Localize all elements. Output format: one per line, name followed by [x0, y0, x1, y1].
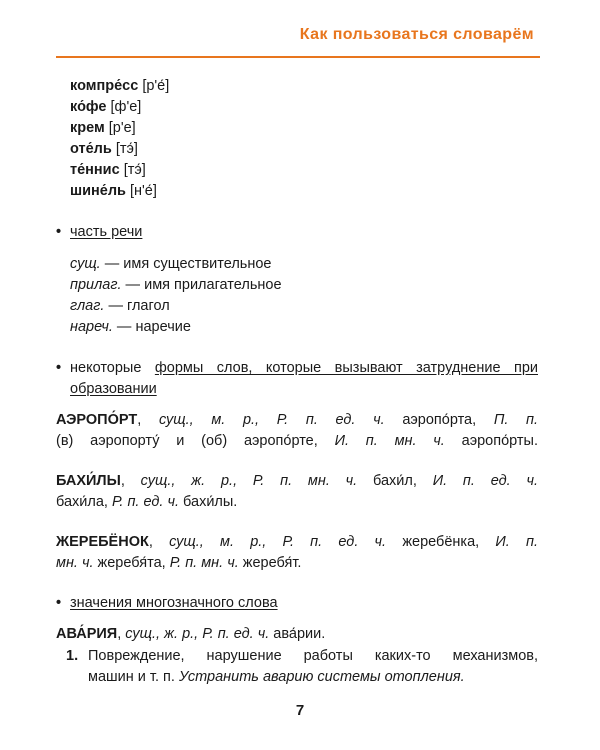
entry-headword: АЭРОПО́РТ	[56, 412, 138, 428]
list-item	[70, 183, 157, 199]
list-item	[70, 277, 282, 293]
entry-grammar: сущ., м. р., Р. п. ед. ч.	[158, 412, 385, 428]
meaning: имя прилагательное	[144, 277, 282, 293]
meaning: наречие	[135, 319, 191, 335]
abbreviation: глаг.	[70, 298, 105, 314]
entry-grammar: Р. п. ед. ч.	[111, 494, 179, 510]
example-pronunciation: [ф'е]	[110, 99, 142, 115]
heading-text: значения многозначного слова	[70, 595, 278, 611]
entry-grammar: И. п. мн. ч.	[334, 433, 445, 449]
entry-grammar: П. п.	[493, 412, 539, 428]
sense-text-line: Повреждение, нарушение работы каких-то механизмов,	[88, 648, 538, 664]
entry-grammar: И. п. ед. ч.	[432, 473, 538, 489]
example-pronunciation: [тэ́]	[123, 162, 146, 178]
example-word: компре́сс	[70, 78, 139, 94]
example-pronunciation: [н'е́]	[129, 183, 157, 199]
entry-line	[56, 433, 538, 449]
entry-form: бахи́л,	[373, 473, 417, 489]
bullet-icon: •	[56, 224, 62, 240]
entry-form: ава́рии.	[273, 626, 326, 642]
section-heading	[70, 360, 538, 376]
list-item	[70, 78, 169, 94]
entry-form: аэропо́рта,	[402, 412, 477, 428]
heading-intro: некоторые	[70, 360, 142, 376]
header-divider	[56, 56, 540, 58]
entry-form: жеребёнка,	[402, 534, 480, 550]
sense-text: машин и т. п.	[88, 669, 175, 685]
dash: —	[112, 319, 136, 335]
dash: —	[121, 277, 145, 293]
example-word: крем	[70, 120, 105, 136]
entry-grammar: сущ., ж. р., Р. п. мн. ч.	[140, 473, 358, 489]
dash: —	[104, 298, 127, 314]
entry-grammar: сущ., м. р., Р. п. ед. ч.	[169, 534, 387, 550]
entry-grammar: мн. ч.	[56, 555, 94, 571]
entry-grammar: И. п.	[495, 534, 539, 550]
list-item	[70, 319, 191, 335]
example-pronunciation: [тэ́]	[115, 141, 138, 157]
entry-headword: АВА́РИЯ	[56, 626, 118, 642]
example-word: ко́фе	[70, 99, 107, 115]
entry-form: бахи́ла,	[56, 494, 108, 510]
example-word: шине́ль	[70, 183, 126, 199]
header-title: Как пользоваться словарём	[299, 26, 534, 43]
entry-headword-group: ЖЕРЕБЁНОК,	[56, 534, 153, 550]
sense-number: 1.	[66, 648, 79, 664]
entry-headword-group: АВА́РИЯ,	[56, 626, 122, 642]
sense-example: Устранить аварию системы отопления.	[178, 669, 465, 685]
list-item	[70, 99, 141, 115]
list-item	[70, 298, 170, 314]
heading-text: формы слов, которые вызывают затруднение при	[154, 360, 538, 376]
entry-form: жеребя́т.	[242, 555, 302, 571]
page-number: 7	[295, 702, 305, 719]
example-pronunciation: [р'е]	[108, 120, 136, 136]
heading-text-continued: образовании	[70, 381, 157, 397]
entry-form: аэропо́рты.	[461, 433, 538, 449]
heading-text: часть речи	[70, 224, 143, 240]
bullet-icon: •	[56, 360, 62, 376]
entry-headword-group: АЭРОПО́РТ,	[56, 412, 142, 428]
entry-line	[56, 494, 237, 510]
entry-grammar: Р. п. мн. ч.	[169, 555, 239, 571]
abbreviation: нареч.	[70, 319, 113, 335]
bullet-icon: •	[56, 595, 62, 611]
example-word: те́ннис	[70, 162, 120, 178]
entry-line	[56, 473, 538, 489]
entry-line	[56, 555, 301, 571]
entry-line	[56, 412, 538, 428]
entry-headword-group: БАХИ́ЛЫ,	[56, 473, 125, 489]
list-item	[70, 120, 136, 136]
entry-line	[56, 626, 325, 642]
list-item	[70, 162, 146, 178]
list-item	[70, 256, 271, 272]
meaning: имя существительное	[123, 256, 272, 272]
entry-form: (в) аэропорту́ и (об) аэропо́рте,	[56, 433, 318, 449]
list-item	[70, 141, 138, 157]
example-word: оте́ль	[70, 141, 112, 157]
example-pronunciation: [р'е́]	[142, 78, 170, 94]
entry-form: бахи́лы.	[183, 494, 238, 510]
abbreviation: сущ.	[70, 256, 101, 272]
entry-headword: ЖЕРЕБЁНОК	[56, 534, 149, 550]
entry-line	[56, 534, 538, 550]
entry-grammar: сущ., ж. р., Р. п. ед. ч.	[125, 626, 270, 642]
dash: —	[100, 256, 124, 272]
sense-text-line	[88, 669, 465, 685]
entry-form: жеребя́та,	[97, 555, 166, 571]
meaning: глагол	[126, 298, 170, 314]
entry-headword: БАХИ́ЛЫ	[56, 473, 121, 489]
abbreviation: прилаг.	[70, 277, 122, 293]
